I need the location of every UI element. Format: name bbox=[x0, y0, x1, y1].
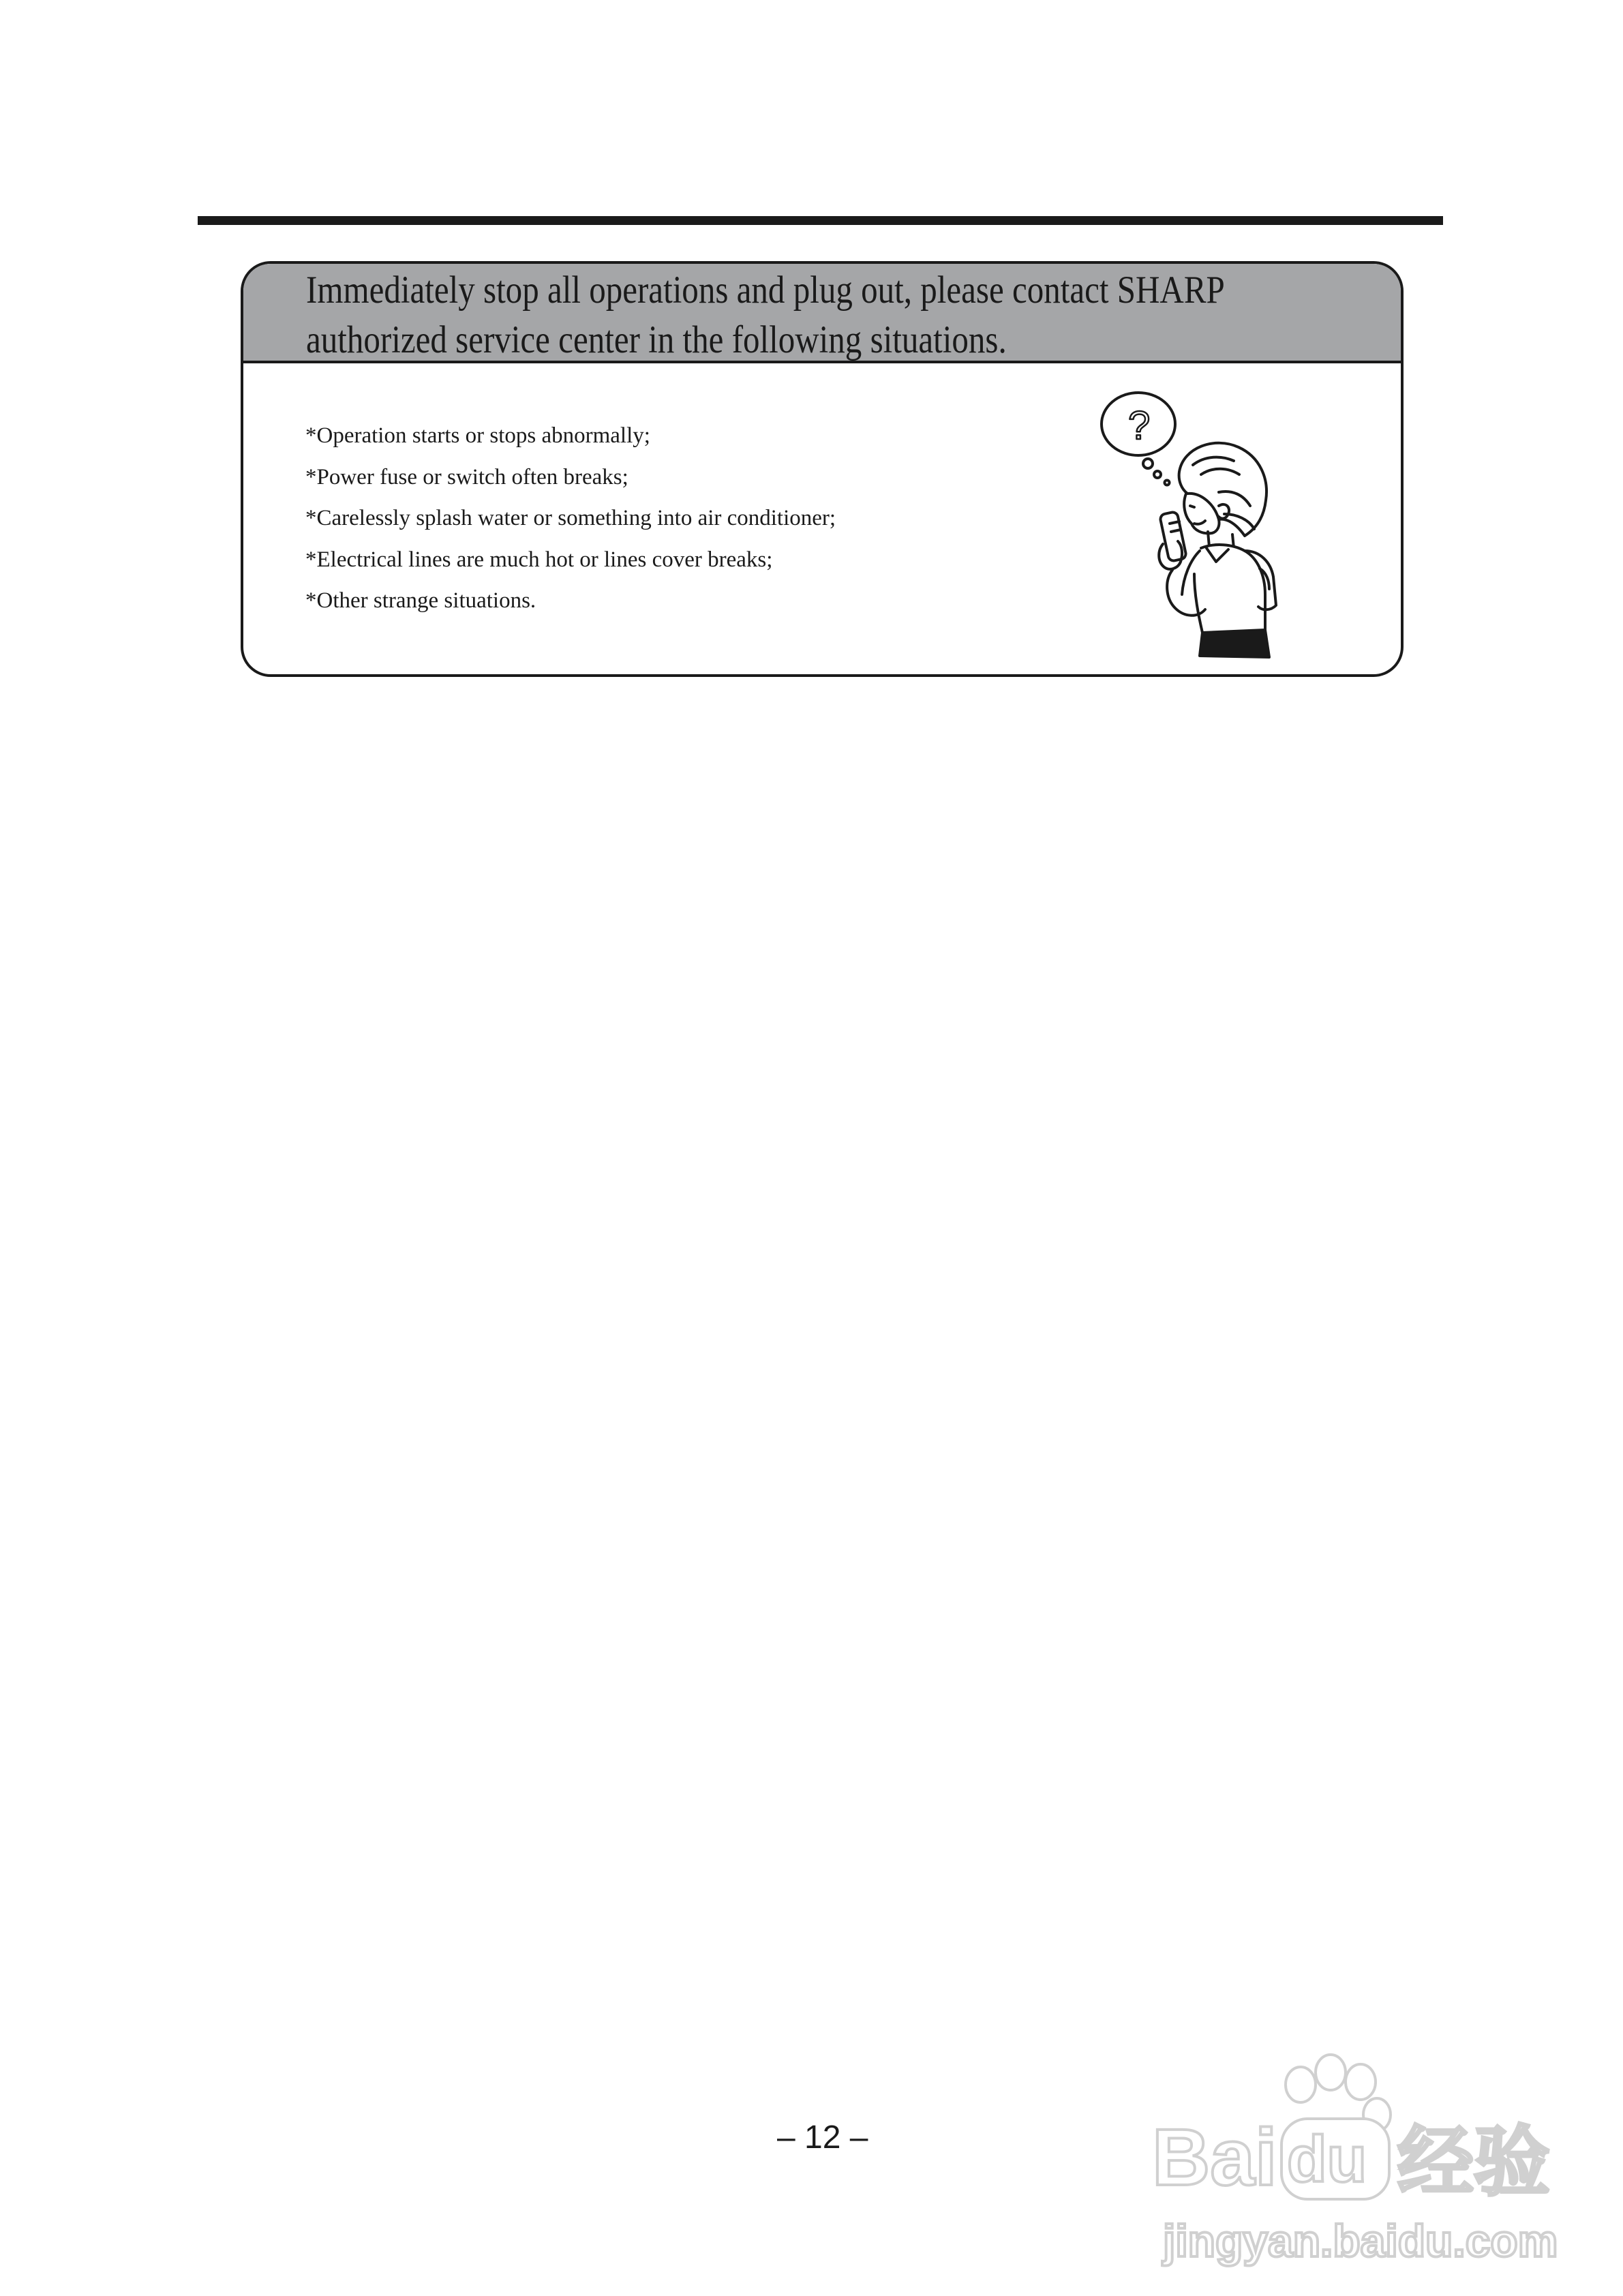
watermark-brand-cn: 经验 bbox=[1397, 2119, 1550, 2205]
notice-title-line-1: Immediately stop all operations and plug out, please contact SHARP bbox=[306, 269, 1225, 312]
notice-header bbox=[243, 264, 1401, 363]
list-item: *Carelessly splash water or something into air conditioner; bbox=[305, 506, 836, 530]
watermark-url: jingyan.baidu.com bbox=[1163, 2216, 1558, 2266]
list-item: *Other strange situations. bbox=[305, 588, 536, 613]
top-rule bbox=[198, 216, 1443, 225]
watermark-brand-du: du bbox=[1287, 2123, 1367, 2196]
watermark-brand-latin: Bai bbox=[1152, 2113, 1277, 2203]
confused-person-illustration bbox=[1099, 390, 1358, 663]
situation-list bbox=[305, 415, 836, 622]
list-item: *Operation starts or stops abnormally; bbox=[305, 423, 650, 448]
baidu-jingyan-watermark bbox=[1152, 2052, 1561, 2277]
notice-title-line-2: authorized service center in the following situations. bbox=[306, 318, 1007, 361]
page-number: – 12 – bbox=[777, 2119, 868, 2156]
list-item: *Electrical lines are much hot or lines cover breaks; bbox=[305, 547, 773, 572]
question-mark-icon: ? bbox=[1128, 404, 1151, 448]
list-item: *Power fuse or switch often breaks; bbox=[305, 464, 628, 489]
notice-box bbox=[241, 261, 1404, 677]
notice-title bbox=[306, 265, 1225, 365]
